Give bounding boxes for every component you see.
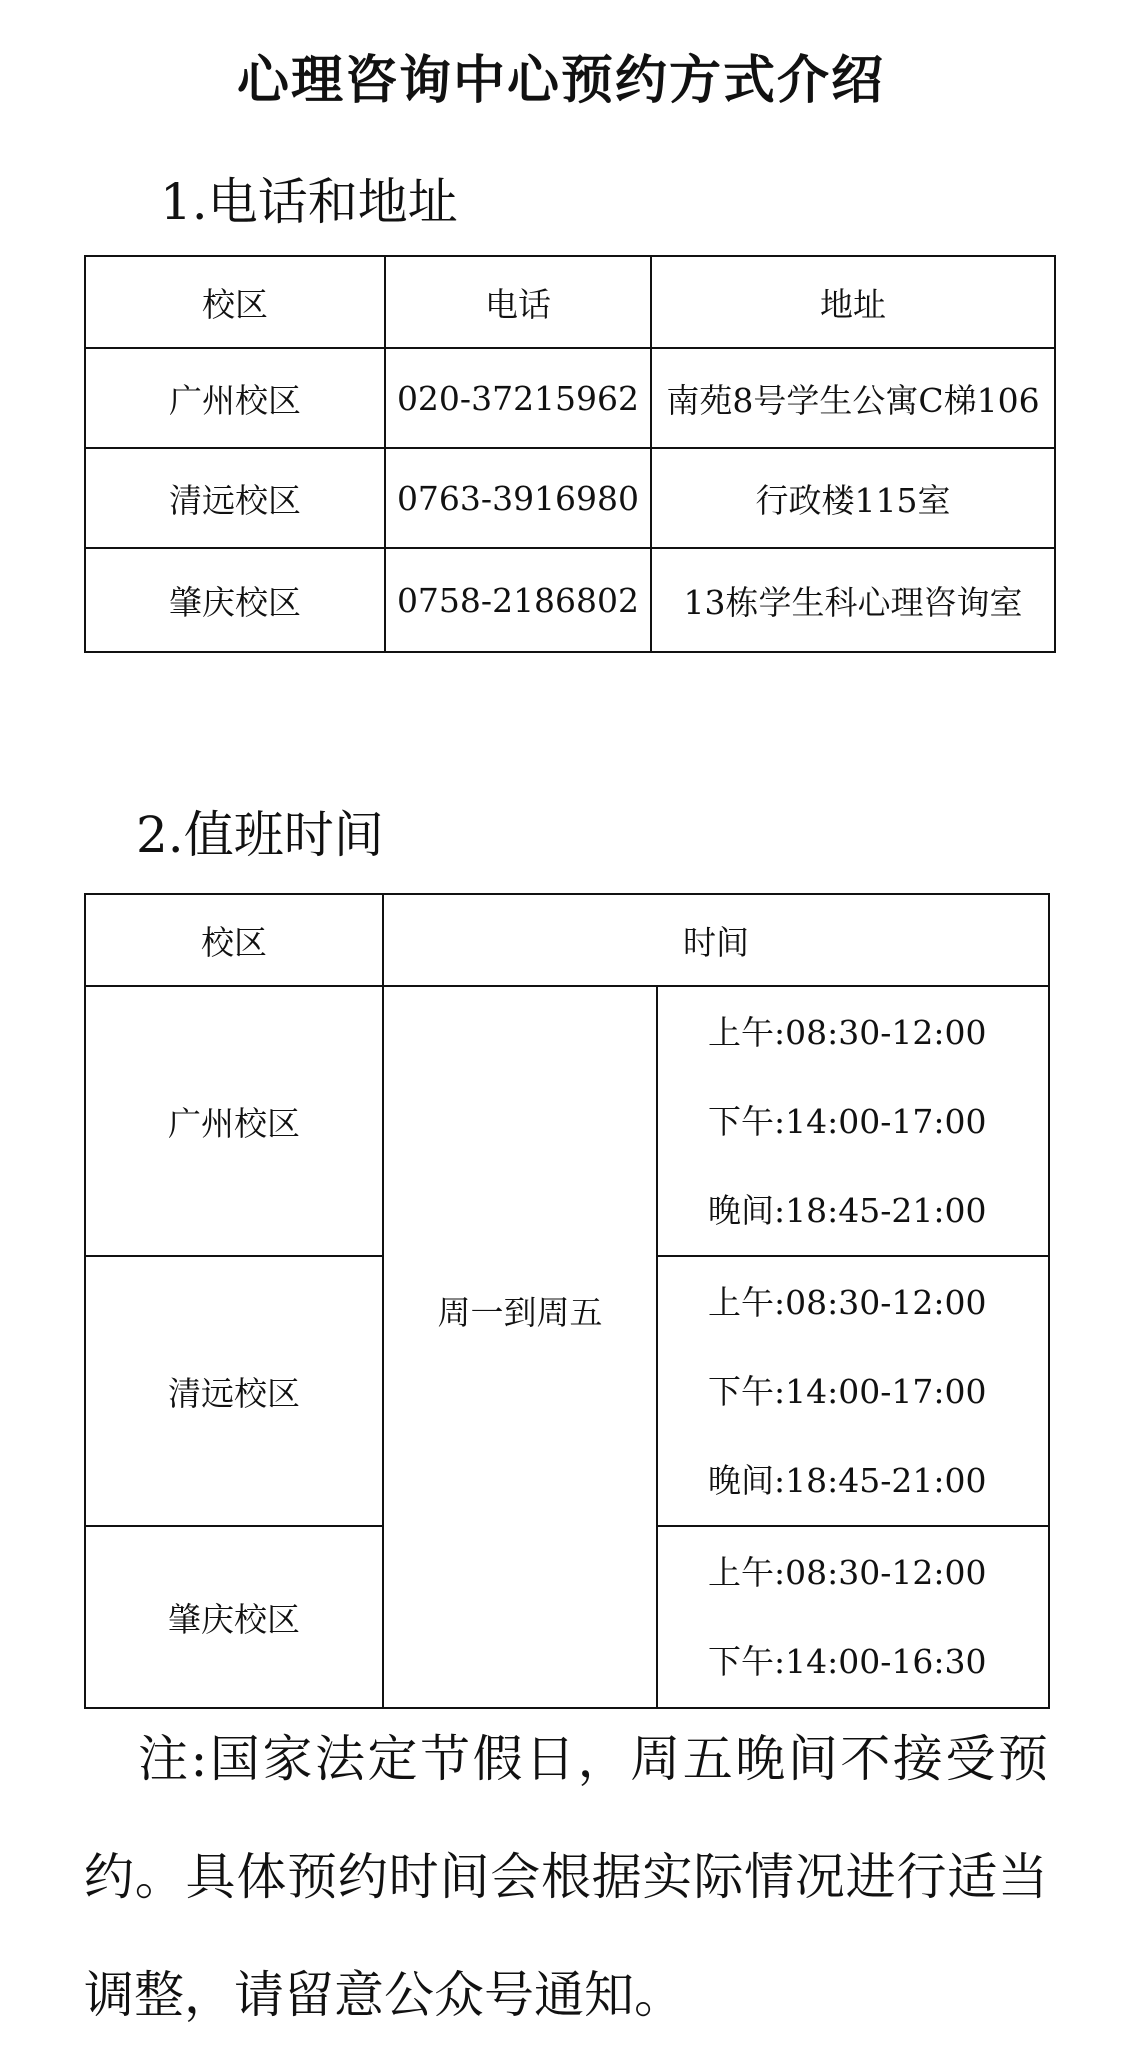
weekdays-label: 周一到周五 xyxy=(437,1293,603,1332)
table-row xyxy=(85,448,1055,548)
time-slot: 下午:14:00-17:00 xyxy=(708,1101,987,1141)
time-slot-list xyxy=(658,1258,1048,1525)
address-cell: 13栋学生科心理咨询室 xyxy=(651,548,1055,652)
phone-cell: 0763-3916980 xyxy=(385,448,651,548)
table-header-row xyxy=(85,256,1055,348)
header-time: 时间 xyxy=(383,894,1049,986)
time-slot: 晚间:18:45-21:00 xyxy=(708,1190,987,1230)
time-slot-list xyxy=(658,988,1048,1255)
header-campus: 校区 xyxy=(85,894,383,986)
campus-cell: 广州校区 xyxy=(85,348,385,448)
phone-cell: 020-37215962 xyxy=(385,348,651,448)
address-cell: 南苑8号学生公寓C梯106 xyxy=(651,348,1055,448)
weekdays-cell xyxy=(383,986,657,1708)
table-header-row xyxy=(85,894,1049,986)
time-slot: 下午:14:00-17:00 xyxy=(708,1371,987,1411)
table-row xyxy=(85,348,1055,448)
phone-cell: 0758-2186802 xyxy=(385,548,651,652)
time-slot: 上午:08:30-12:00 xyxy=(708,1282,987,1322)
time-slot: 晚间:18:45-21:00 xyxy=(708,1460,987,1500)
table-row xyxy=(85,548,1055,652)
contact-table xyxy=(84,255,1056,653)
time-slot: 上午:08:30-12:00 xyxy=(708,1012,987,1052)
campus-cell: 清远校区 xyxy=(85,448,385,548)
header-address: 地址 xyxy=(651,256,1055,348)
hours-table xyxy=(84,893,1050,1709)
header-campus: 校区 xyxy=(85,256,385,348)
time-slot: 下午:14:00-16:30 xyxy=(708,1642,987,1681)
campus-cell: 肇庆校区 xyxy=(85,548,385,652)
header-phone: 电话 xyxy=(385,256,651,348)
address-cell: 行政楼115室 xyxy=(651,448,1055,548)
note-paragraph: 注:国家法定节假日，周五晚间不接受预约。具体预约时间会根据实际情况进行适当调整，请留意公众号通知。 xyxy=(84,1730,1048,2024)
campus-cell: 广州校区 xyxy=(85,986,383,1256)
time-slots-cell xyxy=(657,1526,1049,1708)
time-slot-list xyxy=(658,1528,1048,1706)
table-row xyxy=(85,986,1049,1256)
section-heading-hours: 2.值班时间 xyxy=(136,806,384,864)
campus-cell: 肇庆校区 xyxy=(85,1526,383,1708)
time-slots-cell xyxy=(657,1256,1049,1526)
campus-cell: 清远校区 xyxy=(85,1256,383,1526)
time-slot: 上午:08:30-12:00 xyxy=(708,1553,987,1592)
time-slots-cell xyxy=(657,986,1049,1256)
page-title: 心理咨询中心预约方式介绍 xyxy=(236,51,885,111)
section-heading-contact: 1.电话和地址 xyxy=(160,173,458,231)
